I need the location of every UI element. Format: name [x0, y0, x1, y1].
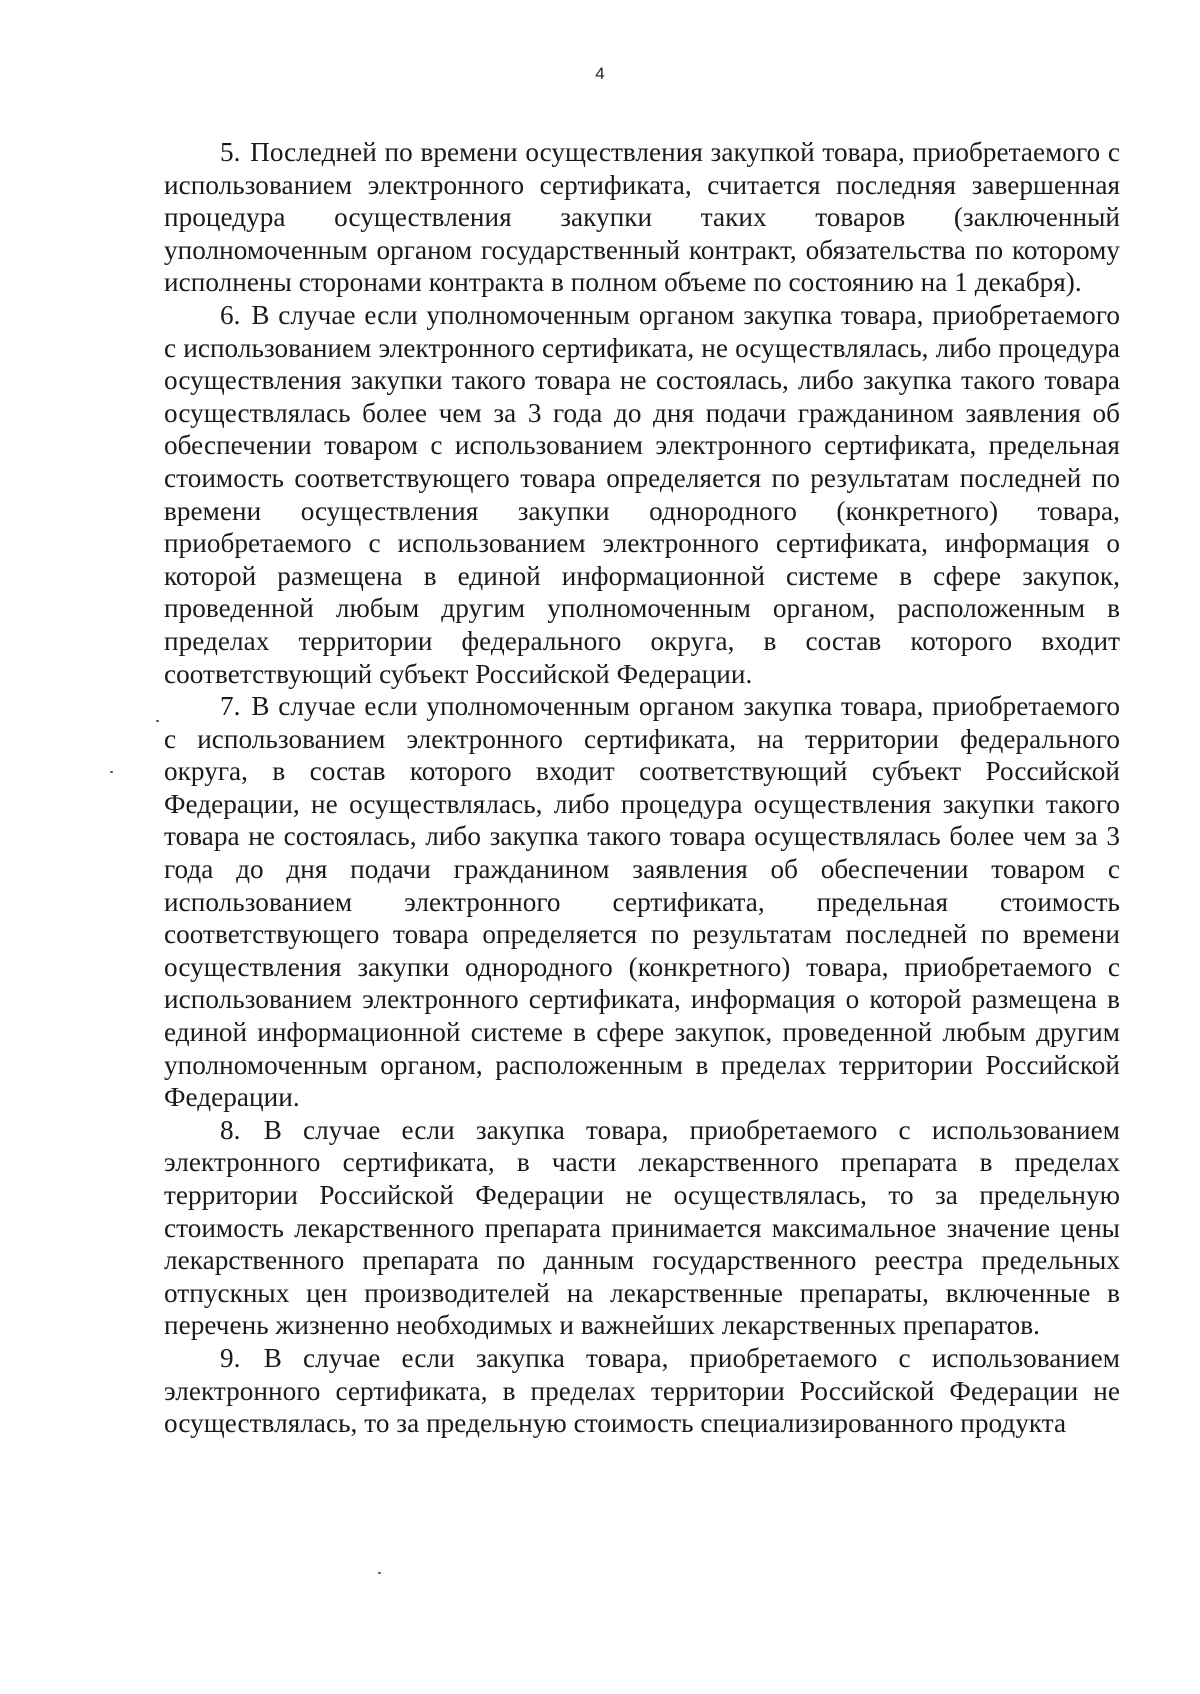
- paragraph-number: 8.: [220, 1114, 241, 1145]
- paragraph-number: 9.: [220, 1342, 241, 1373]
- paragraph-5: [164, 136, 1120, 299]
- paragraph-6: [164, 299, 1120, 690]
- paragraph-text: Последней по времени осуществления закупкой товара, приобретаемого с использованием электронного сертификата, считается последняя завершенная процедура осуществления закупки таких товаров (заключенный уполномоченным органом государственный контракт, обязательства по которому исполнены сторонами контракта в полном объеме по состоянию на 1 декабря).: [164, 137, 1120, 298]
- scan-speck: [156, 720, 159, 722]
- scan-speck: [110, 771, 113, 773]
- paragraph-number: 6.: [220, 299, 241, 330]
- paragraph-text: В случае если закупка товара, приобретаемого с использованием электронного сертификата, в пределах территории Российской Федерации не осуществлялась, то за предельную стоимость специализированного продукта: [164, 1342, 1120, 1439]
- paragraph-9: [164, 1342, 1120, 1440]
- paragraph-7: [164, 690, 1120, 1114]
- paragraph-number: 7.: [220, 691, 241, 722]
- document-body: [164, 136, 1120, 1440]
- paragraph-number: 5.: [220, 137, 241, 167]
- scan-speck: [378, 1572, 381, 1574]
- paragraph-text: В случае если закупка товара, приобретаемого с использованием электронного сертификата, в части лекарственного препарата в пределах территории Российской Федерации не осуществлялась, то за предельную стоимость лекарственного препарата принимается максимальное значение цены лекарственного препарата по данным государственного реестра предельных отпускных цен производителей на лекарственные препараты, включенные в перечень жизненно необходимых и важнейших лекарственных препаратов.: [164, 1114, 1120, 1341]
- paragraph-text: В случае если уполномоченным органом закупка товара, приобретаемого с использованием электронного сертификата, не осуществлялась, либо процедура осуществления закупки такого товара не состоялась, либо закупка такого товара осуществлялась более чем за 3 года до дня подачи гражданином заявления об обеспечении товаром с использованием электронного сертификата, предельная стоимость соответствующего товара определяется по результатам последней по времени осуществления закупки однородного (конкретного) товара, приобретаемого с использованием электронного сертификата, информация о которой размещена в единой информационной системе в сфере закупок, проведенной любым другим уполномоченным органом, расположенным в пределах территории федерального округа, в состав которого входит соответствующий субъект Российской Федерации.: [164, 299, 1120, 689]
- page-number: 4: [595, 64, 605, 83]
- paragraph-8: [164, 1114, 1120, 1342]
- paragraph-text: В случае если уполномоченным органом закупка товара, приобретаемого с использованием электронного сертификата, на территории федерального округа, в состав которого входит соответствующий субъект Российской Федерации, не осуществлялась, либо процедура осуществления закупки такого товара не состоялась, либо закупка такого товара осуществлялась более чем за 3 года до дня подачи гражданином заявления об обеспечении товаром с использованием электронного сертификата, предельная стоимость соответствующего товара определяется по результатам последней по времени осуществления закупки однородного (конкретного) товара, приобретаемого с использованием электронного сертификата, информация о которой размещена в единой информационной системе в сфере закупок, проведенной любым другим уполномоченным органом, расположенным в пределах территории Российской Федерации.: [164, 691, 1120, 1113]
